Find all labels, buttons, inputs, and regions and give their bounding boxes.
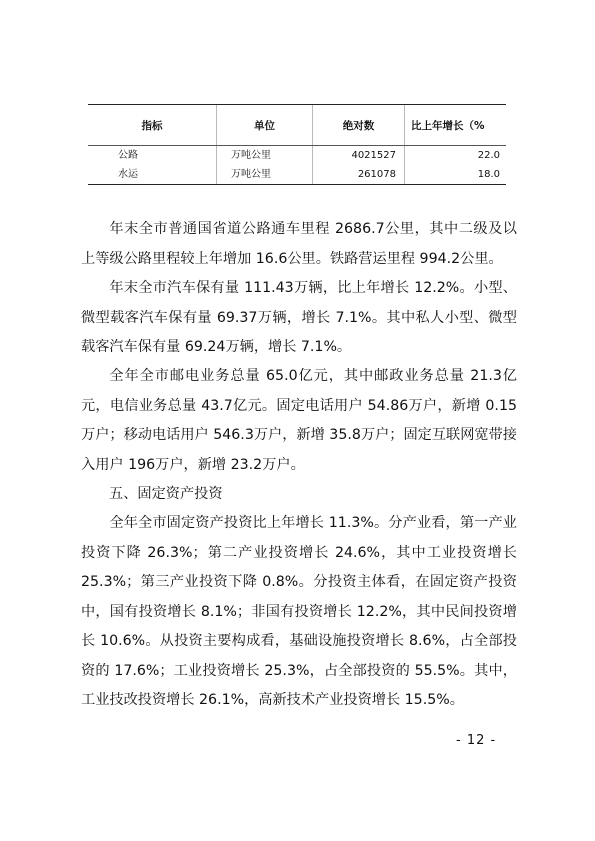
section-heading: 五、固定资产投资 xyxy=(109,486,223,502)
transport-table xyxy=(88,104,506,185)
row-growth: 18.0 xyxy=(404,165,506,184)
row-growth: 22.0 xyxy=(404,146,506,165)
row-unit: 万吨公里 xyxy=(216,146,312,165)
header-indicator: 指标 xyxy=(141,119,163,132)
paragraph-text: 年末全市普通国省道公路通车里程 2686.7公里，其中二级及以上等级公路里程较上年增加 16.6公里。铁路营运里程 994.2公里。 xyxy=(81,221,517,267)
row-unit: 万吨公里 xyxy=(216,165,312,184)
paragraph-text: 年末全市汽车保有量 111.43万辆，比上年增长 12.2%。小型、微型载客汽车保有量 69.37万辆，增长 7.1%。其中私人小型、微型载客汽车保有量 69.24万辆，增长 7.1%。 xyxy=(81,280,517,355)
table-row xyxy=(88,146,506,165)
table-row xyxy=(88,165,506,184)
row-indicator: 公路 xyxy=(118,150,138,161)
page-number: - 12 - xyxy=(456,733,497,748)
row-indicator: 水运 xyxy=(118,169,138,180)
header-unit: 单位 xyxy=(216,105,312,145)
paragraph-telecom xyxy=(81,362,517,480)
row-absolute: 4021527 xyxy=(312,146,404,165)
paragraph-road-mileage xyxy=(81,215,517,274)
paragraph-vehicles xyxy=(81,274,517,363)
paragraph-text: 全年全市邮电业务总量 65.0亿元，其中邮政业务总量 21.3亿元，电信业务总量 43.7亿元。固定电话用户 54.86万户，新增 0.15万户；移动电话用户 546.3万户，新增 35.8万户；固定互联网宽带接入用户 196万户，新增 23.2万户。 xyxy=(81,368,517,473)
row-absolute: 261078 xyxy=(312,165,404,184)
header-absolute: 绝对数 xyxy=(312,105,404,145)
table-header-row xyxy=(88,105,506,146)
paragraph-text: 全年全市固定资产投资比上年增长 11.3%。分产业看，第一产业投资下降 26.3%；第二产业投资增长 24.6%，其中工业投资增长 25.3%；第三产业投资下降 0.8%。分投资主体看，在固定资产投资中，国有投资增长 8.1%；非国有投资增长 12.2%，其中民间投资增长 10.6%。从投资主要构成看，基础设施投资增长 8.6%，占全部投资的 17.6%；工业投资增长 25.3%，占全部投资的 55.5%。其中，工业技改投资增长 26.1%，高新技术产业投资增长 15.5%。 xyxy=(81,515,517,708)
header-growth: 比上年增长（% xyxy=(404,105,506,145)
paragraph-investment xyxy=(81,509,517,716)
